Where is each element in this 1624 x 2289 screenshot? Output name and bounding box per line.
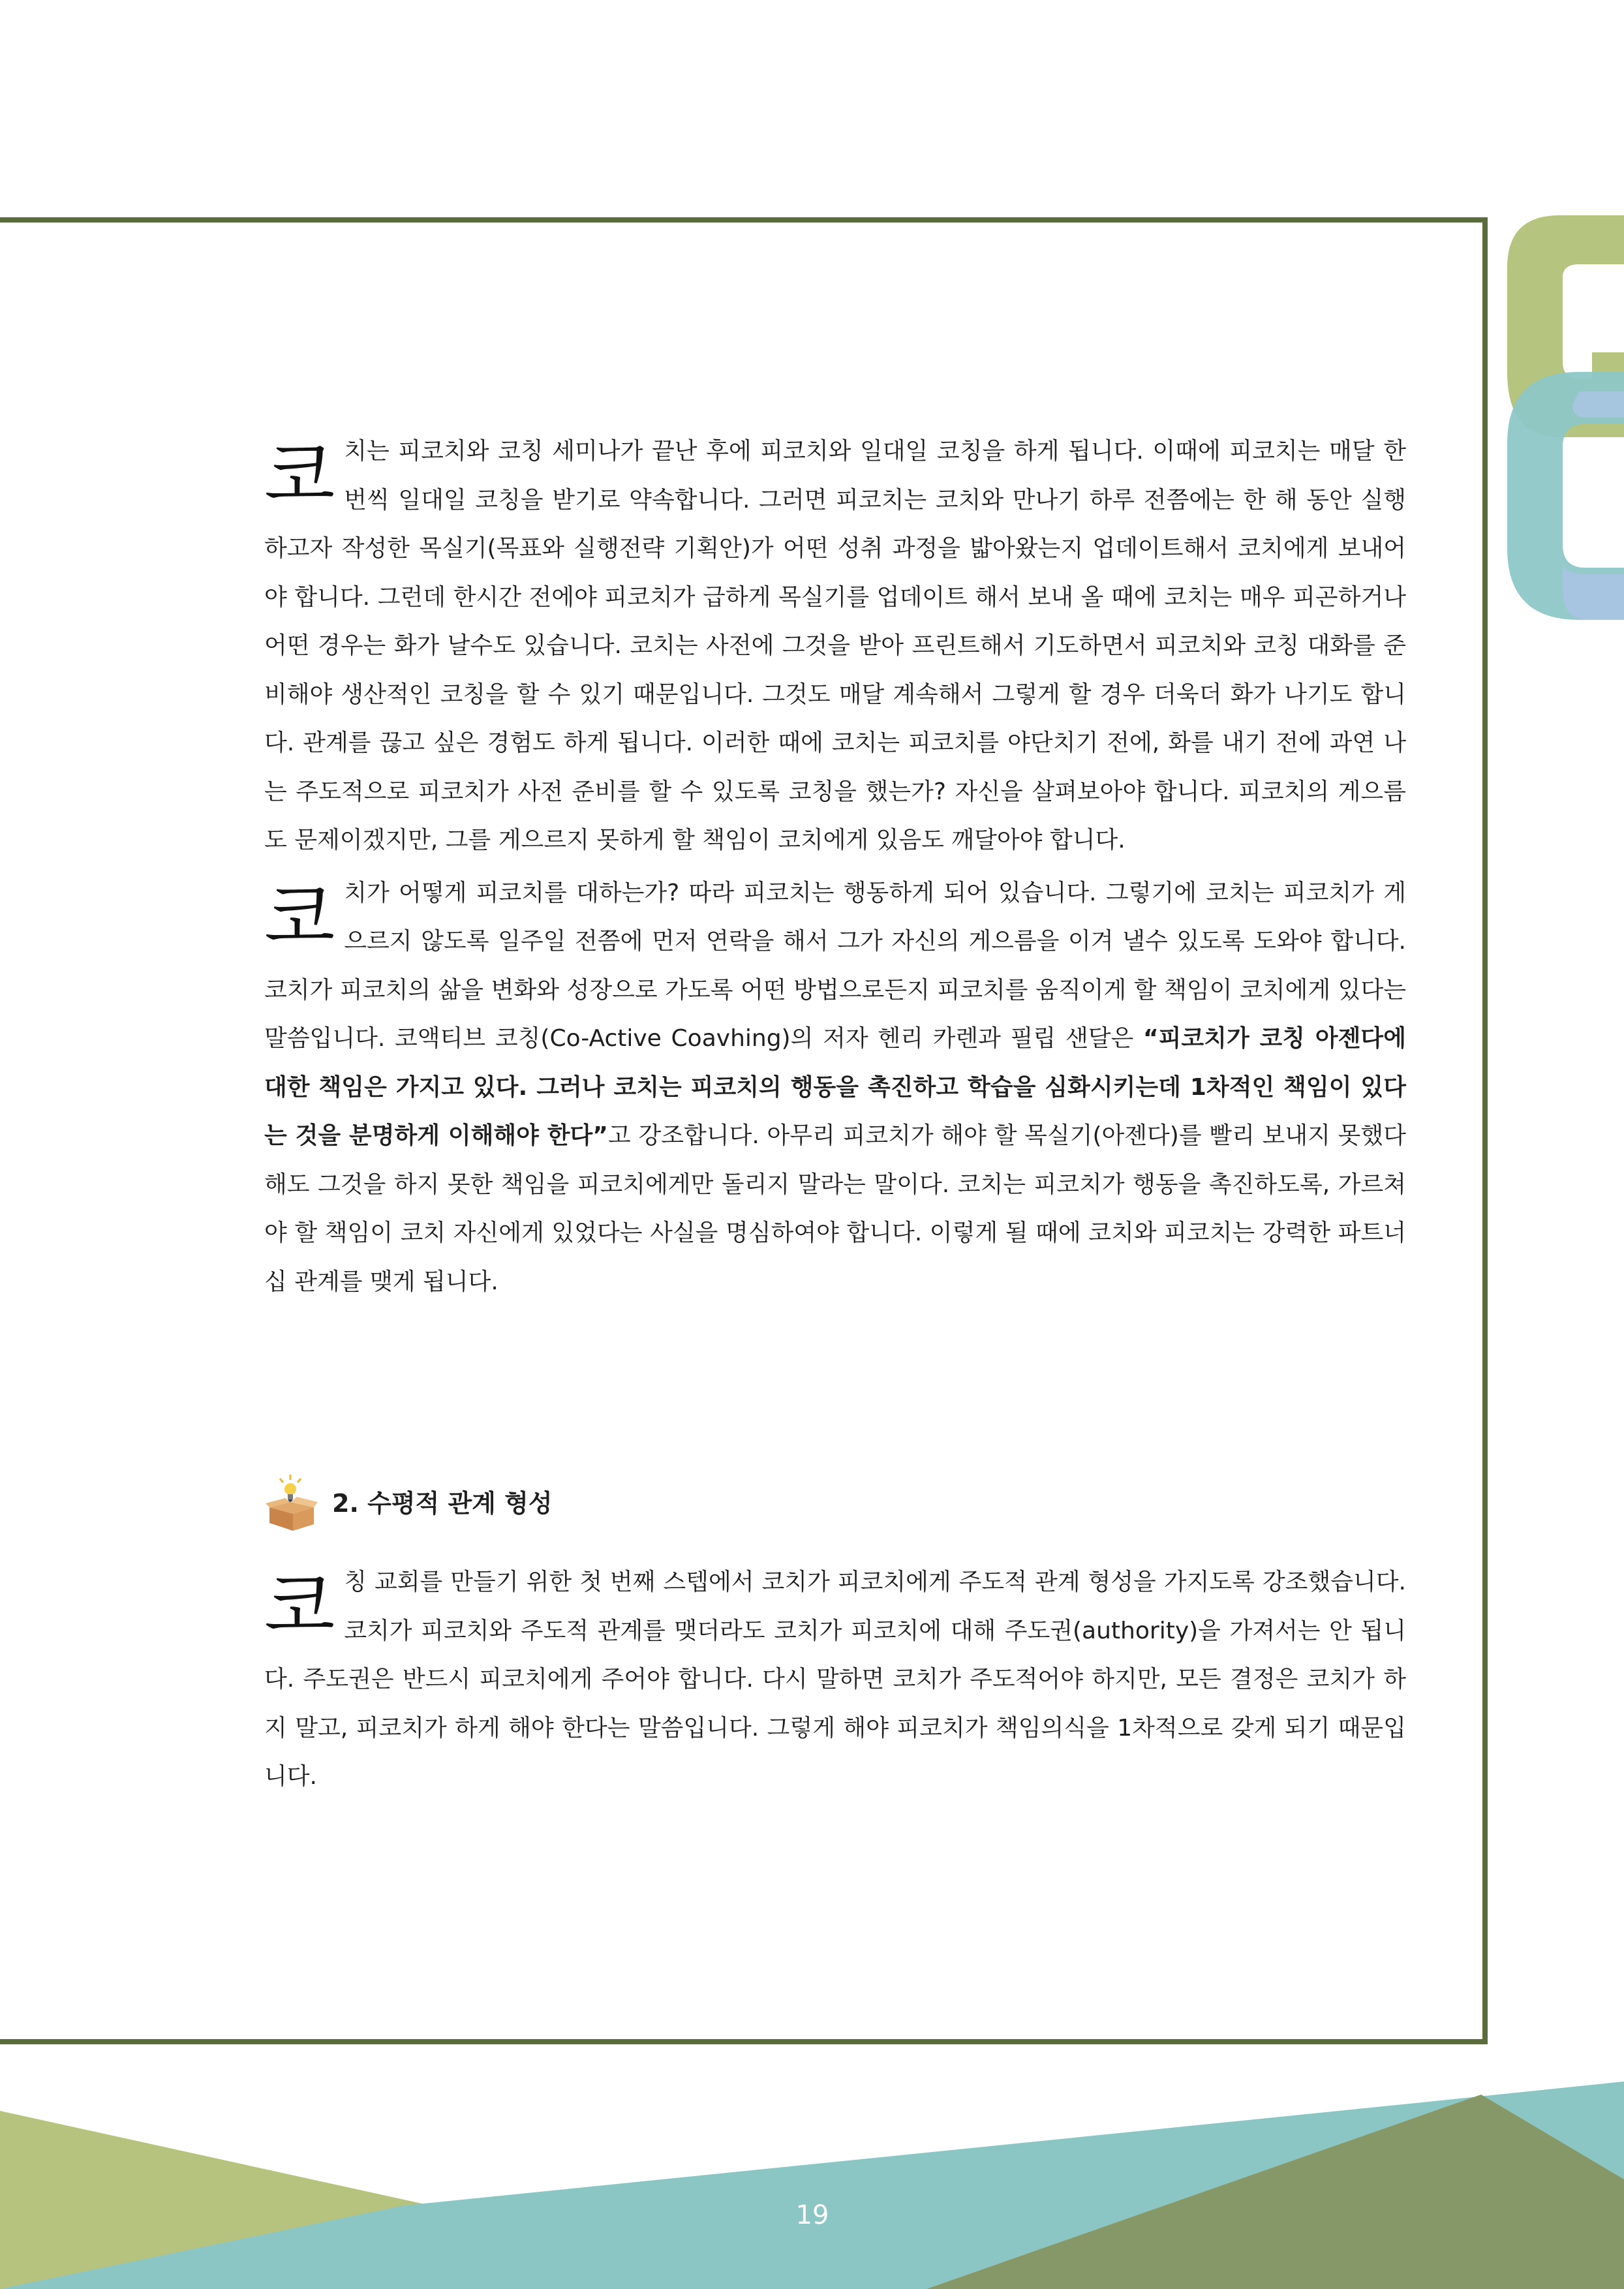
section-2-heading xyxy=(264,1473,553,1533)
paragraph-3 xyxy=(264,1558,1406,1802)
section-title: 2. 수평적 관계 형성 xyxy=(332,1489,553,1518)
letter-o xyxy=(1507,372,1624,620)
go-decorative-letters xyxy=(1481,196,1624,626)
bottom-decoration xyxy=(0,2075,1624,2289)
paragraph-2 xyxy=(264,869,1406,1307)
dropcap: 코 xyxy=(264,1564,335,1649)
paragraph-text: 치는 피코치와 코칭 세미나가 끝난 후에 피코치와 일대일 코칭을 하게 됩니다. 이때에 피코치는 매달 한번씩 일대일 코칭을 받기로 약속합니다. 그러면 피코치는 코치와 만나기 하루 전쯤에는 한 해 동안 실행하고자 작성한 목실기(목표와 실행전략 기획안)가 어떤 성취 과정을 밟아왔는지 업데이트해서 코치에게 보내어야 합니다. 그런데 한시간 전에야 피코치가 급하게 목실기를 업데이트 해서 보내 올 때에 코치는 매우 피곤하거나 어떤 경우는 화가 날수도 있습니다. 코치는 사전에 그것을 받아 프린트해서 기도하면서 피코치와 코칭 대화를 준비해야 생산적인 코칭을 할 수 있기 때문입니다. 그것도 매달 계속해서 그렇게 할 경우 더욱더 화가 나기도 합니다. 관계를 끊고 싶은 경험도 하게 됩니다. 이러한 때에 코치는 피코치를 야단치기 전에, 화를 내기 전에 과연 나는 주도적으로 피코치가 사전 준비를 할 수 있도록 코칭을 했는가? 자신을 살펴보아야 합니다. 피코치의 게으름도 문제이겠지만, 그를 게으르지 못하게 할 책임이 코치에게 있음도 깨달아야 합니다. xyxy=(264,438,1406,853)
paragraph-1 xyxy=(264,427,1406,865)
bold-quote: “피코치가 코칭 아젠다에 대한 책임은 가지고 있다. 그러나 코치는 피코치의 행동을 촉진하고 학습을 심화시키는데 1차적인 책임이 있다는 것을 분명하게 이해해야 한다” xyxy=(264,1025,1406,1149)
lightbulb-box-icon xyxy=(264,1473,319,1533)
dropcap: 코 xyxy=(264,874,335,960)
paragraph-text: 칭 교회를 만들기 위한 첫 번째 스텝에서 코치가 피코치에게 주도적 관계 형성을 가지도록 강조했습니다. 코치가 피코치와 주도적 관계를 맺더라도 코치가 피코치에 대해 주도권(authority)을 가져서는 안 됩니다. 주도권은 반드시 피코치에게 주어야 합니다. 다시 말하면 코치가 주도적어야 하지만, 모든 결정은 코치가 하지 말고, 피코치가 하게 해야 한다는 말씀입니다. 그렇게 해야 피코치가 책임의식을 1차적으로 갖게 되기 때문입니다. xyxy=(264,1569,1406,1790)
paragraph-text: 치가 어떻게 피코치를 대하는가? 따라 피코치는 행동하게 되어 있습니다. 그렇기에 코치는 피코치가 게으르지 않도록 일주일 전쯤에 먼저 연락을 해서 그가 자신의 게으름을 이겨 낼수 있도록 도와야 합니다. 코치가 피코치의 삶을 변화와 성장으로 가도록 어떤 방법으로든지 피코치를 움직이게 할 책임이 코치에게 있다는 말씀입니다. 코액티브 코칭(Co-Active Coavhing)의 저자 헨리 카렌과 필립 샌달은 xyxy=(264,879,1406,1052)
dropcap: 코 xyxy=(264,433,335,518)
section-2-body xyxy=(264,1558,1406,1805)
page-number: 19 xyxy=(795,2200,829,2230)
paragraph-text: 고 강조합니다. 아무리 피코치가 해야 할 목실기(아젠다)를 빨리 보내지 못했다 해도 그것을 하지 못한 책임을 피코치에게만 돌리지 말라는 말이다. 코치는 피코치가 행동을 촉진하도록, 가르쳐야 할 책임이 코치 자신에게 있었다는 사실을 명심하여야 합니다. 이렇게 될 때에 코치와 피코치는 강력한 파트너십 관계를 맺게 됩니다. xyxy=(264,1122,1406,1295)
section-1-body xyxy=(264,427,1406,1310)
